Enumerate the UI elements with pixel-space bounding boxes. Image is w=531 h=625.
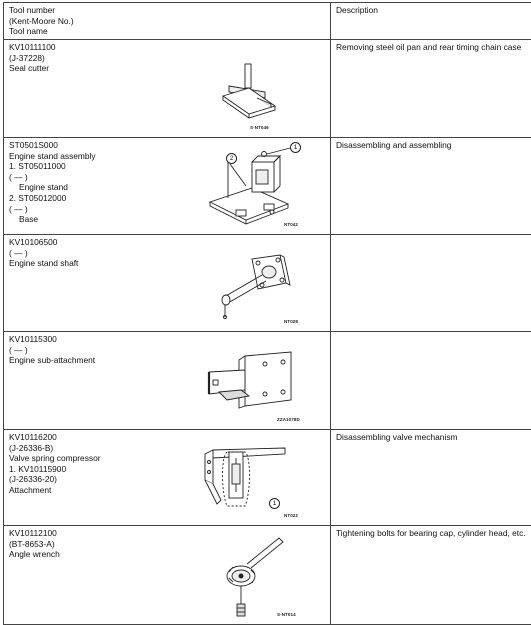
callout-1: 1 bbox=[269, 498, 280, 509]
angle-wrench-drawing bbox=[221, 534, 287, 622]
component-1-kent-moore: (J-26336-20) bbox=[9, 474, 57, 485]
tool-cell bbox=[4, 332, 331, 430]
component-1-kent-moore: ( — ) bbox=[9, 171, 28, 182]
description-text: Disassembling and assembling bbox=[336, 140, 452, 150]
tool-number: KV10106500 bbox=[9, 237, 58, 247]
figure-code: NT022 bbox=[284, 513, 299, 518]
description-text: Removing steel oil pan and rear timing chain case bbox=[336, 42, 522, 52]
tool-name: Engine stand shaft bbox=[9, 258, 79, 269]
tool-number: KV10112100 bbox=[9, 528, 57, 538]
component-1-name: Attachment bbox=[9, 484, 52, 495]
component-1-name: Engine stand bbox=[19, 182, 68, 193]
figure-code: NT042 bbox=[284, 222, 299, 227]
description-cell bbox=[331, 235, 531, 332]
component-1-number: 1. ST05011000 bbox=[9, 161, 66, 172]
sub-attachment-drawing bbox=[205, 350, 297, 412]
figure-code: ZZA1078D bbox=[277, 417, 300, 422]
description-cell bbox=[331, 430, 531, 526]
header-tool-number: Tool number bbox=[9, 5, 56, 15]
header-kent-moore-no: (Kent-Moore No.) bbox=[9, 15, 74, 26]
description-cell bbox=[331, 332, 531, 430]
table-row bbox=[4, 430, 531, 526]
tool-cell bbox=[4, 40, 331, 138]
tool-cell bbox=[4, 138, 331, 235]
kent-moore-number: (BT-8653-A) bbox=[9, 538, 55, 549]
tool-cell bbox=[4, 526, 331, 625]
table-header-row bbox=[4, 3, 531, 40]
tool-number: KV10111100 bbox=[9, 42, 56, 52]
special-service-tools-table bbox=[3, 2, 531, 625]
table-row bbox=[4, 332, 531, 430]
tool-name: Engine sub-attachment bbox=[9, 355, 96, 366]
engine-stand-drawing bbox=[202, 146, 307, 228]
tool-name: Engine stand assembly bbox=[9, 150, 96, 161]
tool-name: Angle wrench bbox=[9, 549, 60, 560]
callout-1: 1 bbox=[290, 142, 301, 153]
tool-name: Seal cutter bbox=[9, 63, 50, 74]
tool-cell bbox=[4, 235, 331, 332]
tool-number: KV10116200 bbox=[9, 432, 57, 442]
table-row bbox=[4, 40, 531, 138]
component-2-number: 2. ST05012000 bbox=[9, 192, 67, 203]
table-row bbox=[4, 235, 531, 332]
header-description: Description bbox=[336, 5, 378, 15]
component-2-kent-moore: ( — ) bbox=[9, 203, 28, 214]
description-cell bbox=[331, 526, 531, 625]
description-header-cell bbox=[331, 3, 531, 40]
component-2-name: Base bbox=[19, 214, 39, 225]
tool-number: ST0501S000 bbox=[9, 140, 58, 150]
header-tool-name: Tool name bbox=[9, 26, 48, 37]
component-1-number: 1. KV10115900 bbox=[9, 463, 67, 474]
description-cell bbox=[331, 40, 531, 138]
table-row bbox=[4, 138, 531, 235]
tool-name: Valve spring compressor bbox=[9, 453, 101, 464]
kent-moore-number: (J-37228) bbox=[9, 52, 45, 63]
kent-moore-number: (J-26336-B) bbox=[9, 442, 54, 453]
figure-code: NT028 bbox=[284, 319, 299, 324]
tool-number: KV10115300 bbox=[9, 334, 57, 344]
callout-2: 2 bbox=[226, 153, 237, 164]
engine-stand-shaft-drawing bbox=[214, 253, 296, 321]
kent-moore-number: ( — ) bbox=[9, 344, 28, 355]
description-text: Tightening bolts for bearing cap, cylinder head, etc. bbox=[336, 528, 526, 538]
figure-code: S-NT046 bbox=[250, 125, 269, 130]
seal-cutter-drawing bbox=[209, 62, 289, 122]
tool-cell bbox=[4, 430, 331, 526]
tool-header-cell bbox=[4, 3, 331, 40]
table-row bbox=[4, 526, 531, 625]
description-text: Disassembling valve mechanism bbox=[336, 432, 458, 442]
description-cell bbox=[331, 138, 531, 235]
kent-moore-number: ( — ) bbox=[9, 247, 28, 258]
figure-code: S-NT014 bbox=[277, 612, 296, 617]
